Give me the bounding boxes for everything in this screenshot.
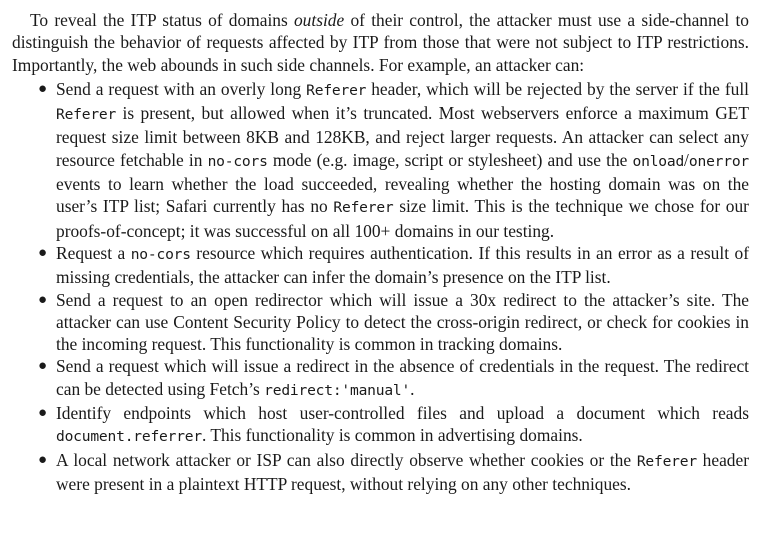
list-item-network-attacker xyxy=(38,449,749,496)
bullet-icon: ● xyxy=(38,80,48,97)
side-channel-list xyxy=(12,78,749,495)
b5-text-1: Identify endpoints which host user-controlled files and upload a document which reads xyxy=(56,403,749,424)
list-item-credential-redirect xyxy=(38,355,749,402)
b1-text-3: is present, but allowed when it’s truncated. Most webservers enforce a maximum GET request size limit between 8KB and 128KB, and reject larger requests. An attacker can select any resource fetchable in xyxy=(56,103,749,170)
list-item-user-controlled-files xyxy=(38,402,749,449)
b6-text-1: A local network attacker or ISP can also directly observe whether cookies or the xyxy=(56,449,637,470)
intro-text-2: of their control, the attacker must use a side-channel to distinguish the behavior of requests affected by ITP from those that were not subject to ITP restrictions. Importantly, the web abounds in such side channels. For example, an attacker can: xyxy=(12,10,749,75)
b5-code-1: document.referrer xyxy=(56,428,202,446)
b4-text-1: Send a request which will issue a redirect in the absence of credentials in the request. The redirect can be detected using Fetch’s xyxy=(56,356,749,399)
document-page xyxy=(12,9,749,495)
b1-code-2: Referer xyxy=(56,106,117,124)
bullet-icon: ● xyxy=(38,451,48,468)
intro-paragraph xyxy=(12,9,749,76)
b2-text-1: Request a xyxy=(56,242,131,263)
list-item-referer-length xyxy=(38,78,749,242)
b1-code-6: Referer xyxy=(333,199,394,217)
b4-code-1: redirect:'manual' xyxy=(264,381,411,399)
b1-text-2: header, which will be rejected by the server if the full xyxy=(366,78,749,99)
list-item-authenticated-resource xyxy=(38,242,749,289)
b1-code-1: Referer xyxy=(306,81,367,99)
b4-text-2: . xyxy=(410,378,415,399)
intro-emphasis: outside xyxy=(293,10,345,30)
bullet-icon: ● xyxy=(38,244,48,261)
b5-text-2: . This functionality is common in advertising domains. xyxy=(201,425,583,446)
b1-text-6: events to learn whether the load succeeded, revealing whether the hosting domain was on the user’s ITP list; Safari currently has no xyxy=(56,174,749,217)
b6-code-1: Referer xyxy=(636,452,697,470)
b1-code-3: no-cors xyxy=(207,152,268,170)
b3-text-1: Send a request to an open redirector which will issue a 30x redirect to the attacker’s site. The attacker can use Content Security Policy to detect the cross-origin redirect, or check for cookies in the incoming request. This functionality is common in tracking domains. xyxy=(56,289,749,355)
bullet-icon: ● xyxy=(38,358,48,375)
bullet-icon: ● xyxy=(38,291,48,308)
intro-text-1: To reveal the ITP status of domains xyxy=(30,10,294,30)
b1-code-4: onload xyxy=(632,152,685,170)
bullet-icon: ● xyxy=(38,405,48,422)
list-item-open-redirector xyxy=(38,289,749,356)
b1-code-5: onerror xyxy=(688,152,749,170)
b2-code-1: no-cors xyxy=(130,245,191,263)
b1-text-7: size limit. This is the technique we chose for our proofs-of-concept; it was successful on all 100+ domains in our testing. xyxy=(56,196,749,241)
b1-text-4: mode (e.g. image, script or stylesheet) and use the xyxy=(267,149,633,170)
b1-text-1: Send a request with an overly long xyxy=(56,78,307,99)
b2-text-2: resource which requires authentication. If this results in an error as a result of missing credentials, the attacker can infer the domain’s presence on the ITP list. xyxy=(56,242,749,288)
b6-text-2: header were present in a plaintext HTTP request, without relying on any other techniques. xyxy=(56,449,749,494)
b1-text-5: / xyxy=(684,149,689,170)
